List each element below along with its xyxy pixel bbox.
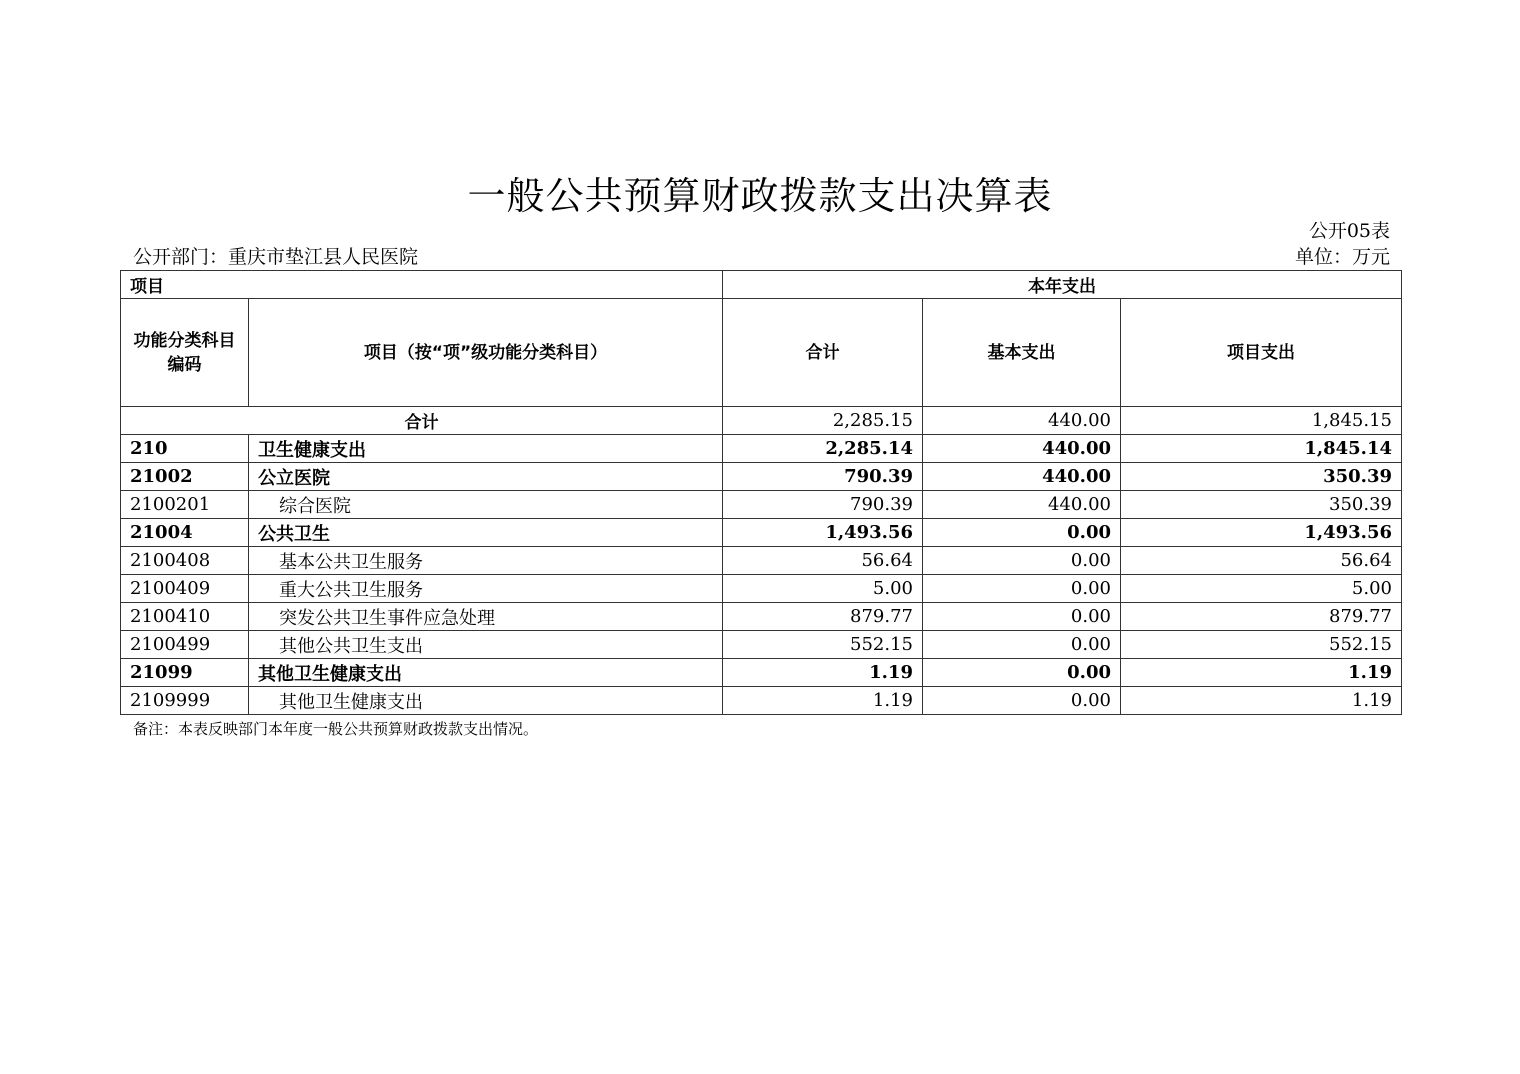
row-name: 公立医院 — [249, 463, 723, 491]
row-name: 其他公共卫生支出 — [249, 631, 723, 659]
row-name: 卫生健康支出 — [249, 435, 723, 463]
table-row — [121, 519, 1402, 547]
row-total: 1.19 — [723, 659, 923, 687]
row-basic: 440.00 — [923, 491, 1121, 519]
header-item: 项目（按“项”级功能分类科目） — [249, 299, 723, 407]
table-row — [121, 659, 1402, 687]
row-project: 56.64 — [1121, 547, 1402, 575]
row-basic: 0.00 — [923, 659, 1121, 687]
table-row — [121, 687, 1402, 715]
row-code: 2100499 — [121, 631, 249, 659]
row-code: 2109999 — [121, 687, 249, 715]
row-project: 350.39 — [1121, 491, 1402, 519]
row-total: 879.77 — [723, 603, 923, 631]
row-code: 21099 — [121, 659, 249, 687]
table-row — [121, 603, 1402, 631]
row-basic: 0.00 — [923, 575, 1121, 603]
row-name: 基本公共卫生服务 — [249, 547, 723, 575]
row-project: 350.39 — [1121, 463, 1402, 491]
row-project: 552.15 — [1121, 631, 1402, 659]
total-project: 1,845.15 — [1121, 407, 1402, 435]
unit-label: 单位：万元 — [1294, 246, 1390, 268]
row-code: 2100408 — [121, 547, 249, 575]
row-total: 552.15 — [723, 631, 923, 659]
footnote: 备注：本表反映部门本年度一般公共预算财政拨款支出情况。 — [133, 720, 539, 738]
table-row — [121, 575, 1402, 603]
table-row — [121, 435, 1402, 463]
budget-table — [120, 270, 1402, 715]
row-name: 其他卫生健康支出 — [249, 687, 723, 715]
row-code: 21004 — [121, 519, 249, 547]
total-total: 2,285.15 — [723, 407, 923, 435]
form-number: 公开05表 — [1308, 220, 1390, 242]
row-code: 2100409 — [121, 575, 249, 603]
row-code: 210 — [121, 435, 249, 463]
row-total: 790.39 — [723, 491, 923, 519]
row-project: 879.77 — [1121, 603, 1402, 631]
row-basic: 440.00 — [923, 463, 1121, 491]
row-total: 56.64 — [723, 547, 923, 575]
row-project: 1.19 — [1121, 659, 1402, 687]
header-basic: 基本支出 — [923, 299, 1121, 407]
row-total: 2,285.14 — [723, 435, 923, 463]
row-basic: 0.00 — [923, 687, 1121, 715]
total-label: 合计 — [121, 407, 723, 435]
row-basic: 440.00 — [923, 435, 1121, 463]
row-basic: 0.00 — [923, 631, 1121, 659]
table-row — [121, 547, 1402, 575]
table-row — [121, 631, 1402, 659]
header-code: 功能分类科目编码 — [121, 299, 249, 407]
table-row — [121, 491, 1402, 519]
row-total: 790.39 — [723, 463, 923, 491]
row-code: 2100410 — [121, 603, 249, 631]
header-row-2 — [121, 299, 1402, 407]
department-label: 公开部门：重庆市垫江县人民医院 — [133, 246, 419, 268]
table-row — [121, 463, 1402, 491]
row-name: 突发公共卫生事件应急处理 — [249, 603, 723, 631]
row-basic: 0.00 — [923, 547, 1121, 575]
row-total: 1.19 — [723, 687, 923, 715]
row-name: 重大公共卫生服务 — [249, 575, 723, 603]
row-code: 21002 — [121, 463, 249, 491]
row-project: 5.00 — [1121, 575, 1402, 603]
row-name: 综合医院 — [249, 491, 723, 519]
total-row — [121, 407, 1402, 435]
row-basic: 0.00 — [923, 519, 1121, 547]
header-current-year-expense: 本年支出 — [723, 271, 1402, 299]
row-basic: 0.00 — [923, 603, 1121, 631]
row-name: 其他卫生健康支出 — [249, 659, 723, 687]
row-project: 1,493.56 — [1121, 519, 1402, 547]
page-title: 一般公共预算财政拨款支出决算表 — [467, 174, 1053, 218]
total-basic: 440.00 — [923, 407, 1121, 435]
header-project-expense: 项目支出 — [1121, 299, 1402, 407]
row-code: 2100201 — [121, 491, 249, 519]
row-total: 5.00 — [723, 575, 923, 603]
header-row-1 — [121, 271, 1402, 299]
row-total: 1,493.56 — [723, 519, 923, 547]
row-name: 公共卫生 — [249, 519, 723, 547]
row-project: 1,845.14 — [1121, 435, 1402, 463]
header-total: 合计 — [723, 299, 923, 407]
header-project: 项目 — [121, 271, 723, 299]
row-project: 1.19 — [1121, 687, 1402, 715]
